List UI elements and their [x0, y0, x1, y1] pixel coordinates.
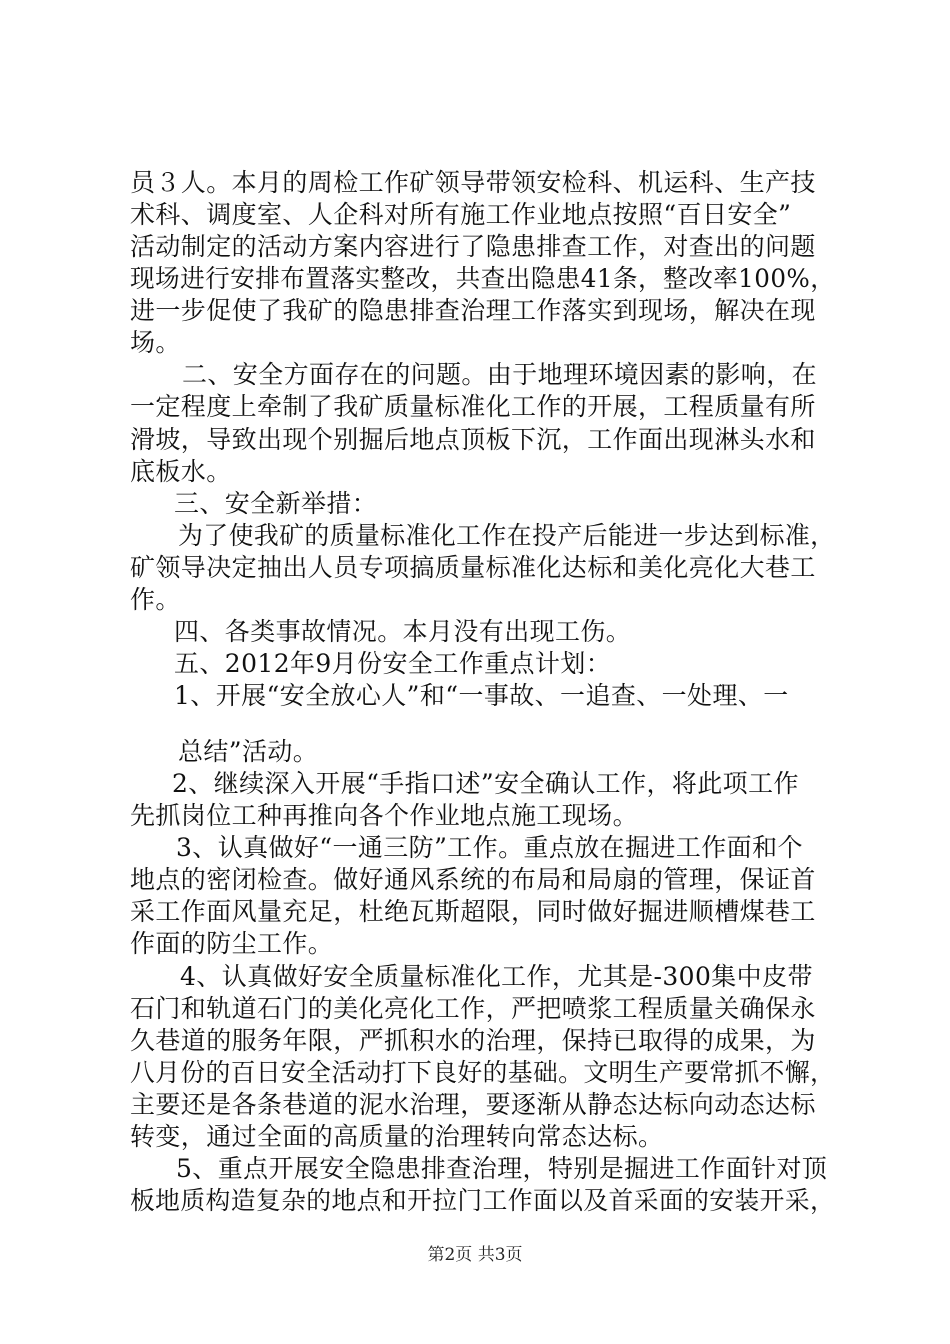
text-line: 矿领导决定抽出人员专项搞质量标准化达标和美化亮化大巷工: [130, 553, 816, 582]
page-number-footer: 第2页 共3页: [427, 1245, 523, 1265]
text-line: 地点的密闭检查。做好通风系统的布局和局扇的管理，保证首: [130, 865, 816, 894]
text-line: 术科、调度室、人企科对所有施工作业地点按照“百日安全”: [130, 200, 792, 229]
plan-item-4: 4、认真做好安全质量标准化工作，尤其是-300集中皮带: [180, 962, 813, 991]
plan-item-2: 2、继续深入开展“手指口述”安全确认工作，将此项工作: [172, 769, 799, 798]
text-line: 主要还是各条巷道的泥水治理，要逐渐从静态达标向动态达标: [130, 1090, 816, 1119]
text-line: 为了使我矿的质量标准化工作在投产后能进一步达到标准，: [178, 521, 836, 550]
text-line: 八月份的百日安全活动打下良好的基础。文明生产要常抓不懈，: [130, 1058, 836, 1087]
text-line: 先抓岗位工种再推向各个作业地点施工现场。: [130, 801, 639, 830]
text-line: 场。: [130, 328, 181, 357]
text-line: 底板水。: [130, 457, 232, 486]
text-line: 转变，通过全面的高质量的治理转向常态达标。: [130, 1122, 664, 1151]
text-line: 一定程度上牵制了我矿质量标准化工作的开展，工程质量有所: [130, 392, 816, 421]
section-heading-3: 三、安全新举措：: [174, 489, 378, 518]
section-heading-2: 二、安全方面存在的问题。由于地理环境因素的影响，在: [182, 360, 818, 389]
section-heading-5: 五、2012年9月份安全工作重点计划：: [174, 649, 612, 678]
plan-item-3: 3、认真做好“一通三防”工作。重点放在掘进工作面和个: [176, 833, 803, 862]
text-line: 现场进行安排布置落实整改，共查出隐患41条，整改率100%，: [130, 264, 836, 293]
text-line: 作面的防尘工作。: [130, 929, 334, 958]
text-line: 进一步促使了我矿的隐患排查治理工作落实到现场，解决在现: [130, 296, 816, 325]
text-line: 滑坡，导致出现个别掘后地点顶板下沉，工作面出现淋头水和: [130, 425, 816, 454]
plan-item-1: 1、开展“安全放心人”和“一事故、一追查、一处理、一: [174, 681, 789, 710]
text-line: 总结”活动。: [178, 737, 319, 766]
plan-item-5: 5、重点开展安全隐患排查治理，特别是掘进工作面针对顶: [176, 1154, 828, 1183]
text-line: 石门和轨道石门的美化亮化工作，严把喷浆工程质量关确保永: [130, 994, 816, 1023]
text-line: 作。: [130, 585, 181, 614]
text-line: 活动制定的活动方案内容进行了隐患排查工作，对查出的问题: [130, 232, 816, 261]
text-line: 采工作面风量充足，杜绝瓦斯超限，同时做好掘进顺槽煤巷工: [130, 897, 816, 926]
text-line: 板地质构造复杂的地点和开拉门工作面以及首采面的安装开采，: [130, 1186, 836, 1215]
text-line: 久巷道的服务年限，严抓积水的治理，保持已取得的成果，为: [130, 1026, 816, 1055]
text-line: 员３人。本月的周检工作矿领导带领安检科、机运科、生产技: [130, 168, 816, 197]
section-heading-4: 四、各类事故情况。本月没有出现工伤。: [174, 617, 632, 646]
